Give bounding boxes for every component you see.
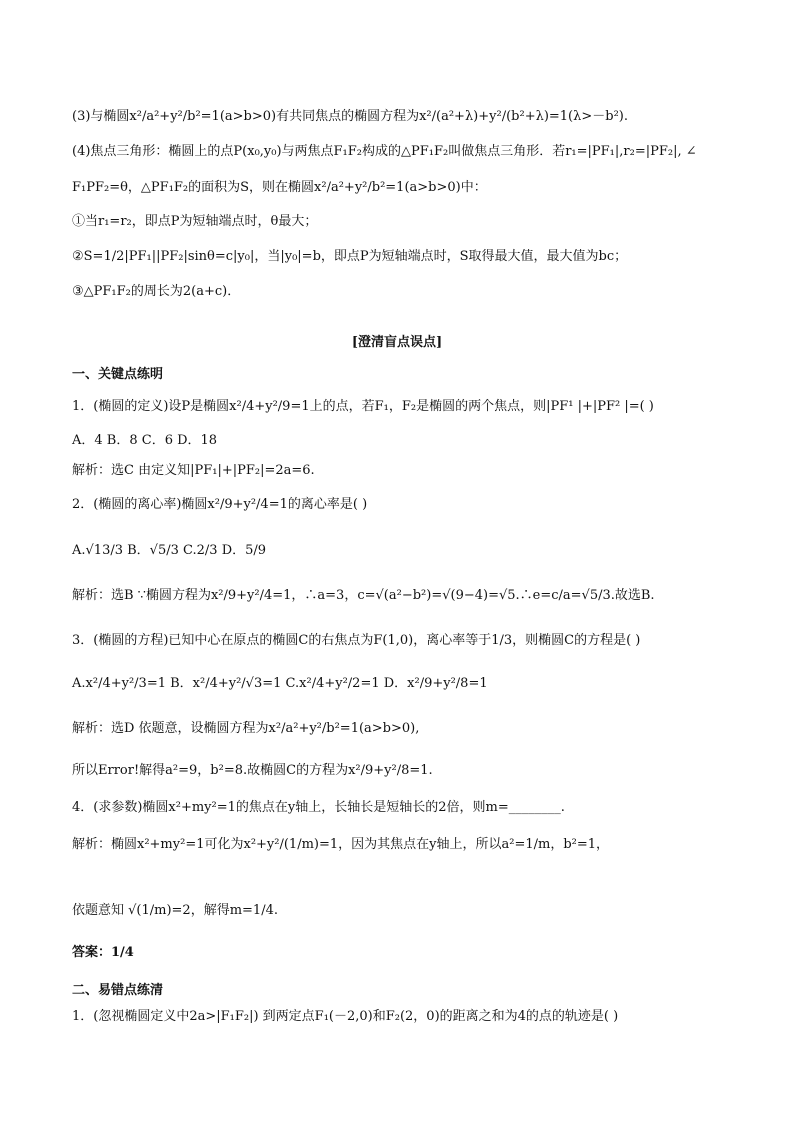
question-3: 3．(椭圆的方程)已知中心在原点的椭圆C的右焦点为F(1,0)，离心率等于1/3，则椭圆C的方程是( ) xyxy=(72,633,641,648)
options-1: A．4 B．8 C．6 D．18 xyxy=(72,433,218,448)
text-line: ①当r₁=r₂，即点P为短轴端点时，θ最大； xyxy=(72,214,318,229)
answer-3-line-2: 所以Error!解得a²=9，b²=8.故椭圆C的方程为x²/9+y²/8=1. xyxy=(72,763,433,778)
answer-4-result: 答案：1/4 xyxy=(72,945,134,960)
question-1: 1．(椭圆的定义)设P是椭圆x²/4+y²/9=1上的点，若F₁，F₂是椭圆的两个焦点，则|PF¹ |+|PF² |=( ) xyxy=(72,399,654,414)
text-line: F₁PF₂=θ，△PF₁F₂的面积为S，则在椭圆x²/a²+y²/b²=1(a>b>0)中： xyxy=(72,180,487,195)
text-line: ②S=1/2|PF₁||PF₂|sinθ=c|y₀|，当|y₀|=b，即点P为短轴端点时，S取得最大值，最大值为bc； xyxy=(72,249,628,264)
answer-2: 解析：选B ∵椭圆方程为x²/9+y²/4=1，∴a=3，c=√(a²−b²)=√(9−4)=√5.∴e=c/a=√5/3.故选B. xyxy=(72,588,655,603)
answer-4-line-2: 依题意知 √(1/m)=2，解得m=1/4. xyxy=(72,903,278,918)
text-line: (3)与椭圆x²/a²+y²/b²=1(a>b>0)有共同焦点的椭圆方程为x²/(a²+λ)+y²/(b²+λ)=1(λ>－b²). xyxy=(72,109,628,124)
answer-3-line-1: 解析：选D 依题意，设椭圆方程为x²/a²+y²/b²=1(a>b>0), xyxy=(72,721,420,736)
question-5: 1．(忽视椭圆定义中2a>|F₁F₂|) 到两定点F₁(－2,0)和F₂(2，0)的距离之和为4的点的轨迹是( ) xyxy=(72,1009,619,1024)
options-2: A.√13/3 B．√5/3 C.2/3 D．5/9 xyxy=(72,543,267,558)
section-title: [澄清盲点误点] xyxy=(351,335,443,350)
answer-4-line-1: 解析：椭圆x²+my²=1可化为x²+y²/(1/m)=1，因为其焦点在y轴上，所以a²=1/m，b²=1， xyxy=(72,837,610,852)
subsection-heading: 二、易错点练清 xyxy=(72,983,164,998)
text-line: (4)焦点三角形：椭圆上的点P(x₀,y₀)与两焦点F₁F₂构成的△PF₁F₂叫做焦点三角形．若r₁=|PF₁|,r₂=|PF₂|, ∠ xyxy=(72,144,697,159)
options-3: A.x²/4+y²/3=1 B．x²/4+y²/√3=1 C.x²/4+y²/2=1 D．x²/9+y²/8=1 xyxy=(72,676,488,691)
text-line: ③△PF₁F₂的周长为2(a+c)． xyxy=(72,284,241,299)
answer-1: 解析：选C 由定义知|PF₁|+|PF₂|=2a=6. xyxy=(72,463,315,478)
question-4: 4．(求参数)椭圆x²+my²=1的焦点在y轴上，长轴长是短轴长的2倍，则m=________. xyxy=(72,800,565,815)
subsection-heading: 一、关键点练明 xyxy=(72,367,164,382)
question-2: 2．(椭圆的离心率)椭圆x²/9+y²/4=1的离心率是( ) xyxy=(72,497,368,512)
